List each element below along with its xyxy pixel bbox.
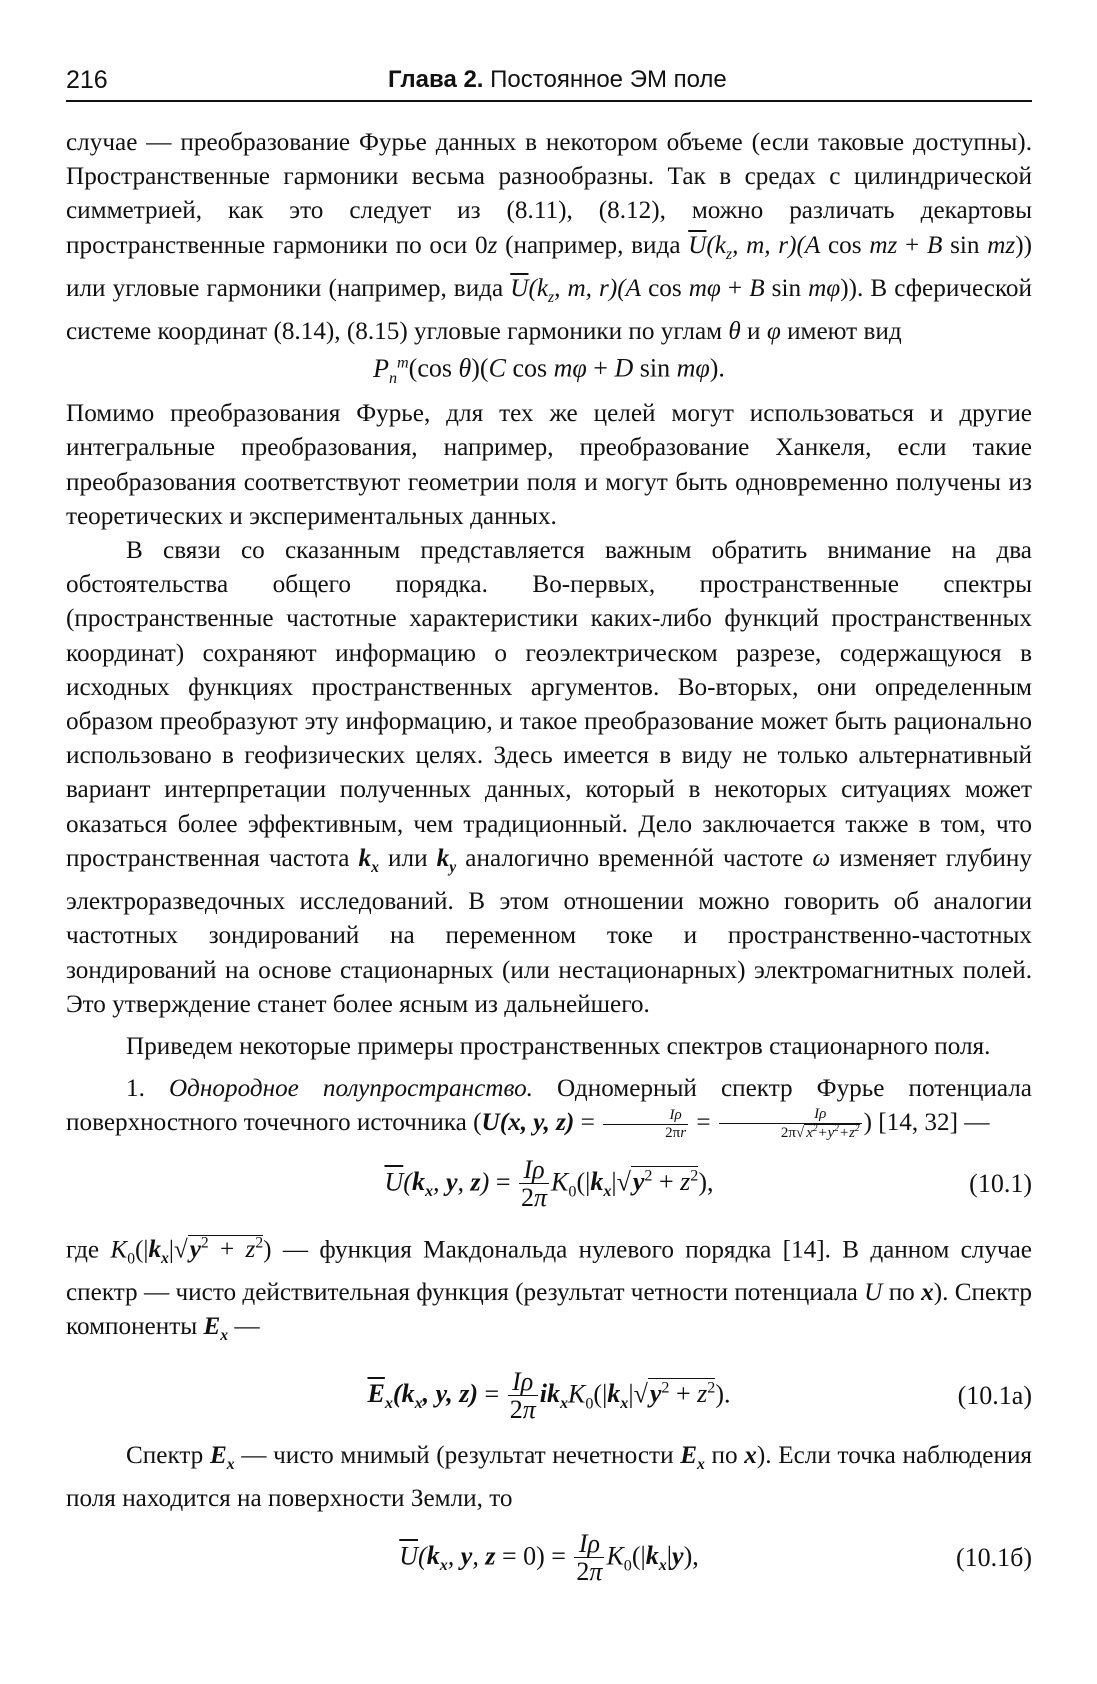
chapter-title: Постоянное ЭМ поле <box>490 66 727 93</box>
formula-10-1: $\overline{U}(k_x$, y, z) = $\frac{I\rho}{2\pi}$ $K_0(|k_x|√y^2 + z^2)$, (10.1) <box>384 1154 1032 1212</box>
paragraph-2: Помимо преобразования Фурье, для тех же целей могут использоваться и другие интегральные преобразования, например, преобразование Ханкеля, если такие преобразования соответствуют геометрии поля и могут быть одновременно получены из теоретических и экспериментальных данных. <box>66 400 1032 530</box>
chapter-label: Глава 2. <box>388 66 484 93</box>
formula-spherical: $P_n^m(\cos$ θ)(C cos mφ + D sin mφ). <box>373 353 725 388</box>
paragraph-4: Приведем некоторые примеры пространственных спектров стационарного поля. <box>126 1032 991 1060</box>
formula-10-1a: $\overline{E}_x(k_x$, y, z) = $\frac{I\rho}{2\pi}$ $ik_xK_0(|k_x|√y^2 + z^2)$. (10.1a) <box>367 1366 1032 1424</box>
paragraph-7: Спектр $E_x$ — чисто мнимый (результат нечетности $E_x$ по x). Если точка наблюдения поля находится на поверхности Земли, то <box>66 1441 1033 1512</box>
equation-number-10-1b: (10.1б) <box>955 1543 1032 1573</box>
page-body <box>66 126 1032 1587</box>
paragraph-1: случае — преобразование Фурье данных в некотором объеме (если таковые доступны). Пространственные гармоники весьма разнообразны. Так в средах с цилиндрической симметрией, как это следует из (8.11), (8.12), можно различать декартовы пространственные гармоники по оси 0z (например, вида $\overline{U}(k_z$, m, r)(A cos mz + B sin mz)) или угловые гармоники (например, вида $\overline{U}(k_z$, m, r)(A cos mφ + B sin mφ)). В сферической системе координат (8.14), (8.15) угловые гармоники по углам θ и φ имеют вид <box>66 129 1032 346</box>
page-number: 216 <box>66 66 108 94</box>
equation-number-10-1a: (10.1a) <box>957 1381 1032 1411</box>
equation-number-10-1: (10.1) <box>969 1169 1032 1199</box>
paragraph-3: В связи со сказанным представляется важным обратить внимание на два обстоятельства общего порядка. Во-первых, пространственные спектры (пространственные частотные характеристики каких-либо функций пространственных координат) сохраняют информацию о геоэлектрическом разрезе, содержащуюся в исходных функциях пространственных аргументов. Во-вторых, они определенным образом преобразуют эту информацию, и такое преобразование может быть рационально использовано в геофизических целях. Здесь имеется в виду не только альтернативный вариант интерпретации полученных данных, который в некоторых ситуациях может оказаться более эффективным, чем традиционный. Дело заключается также в том, что пространственная частота $k_x$ или $k_y$ аналогично временнóй частоте ω изменяет глубину электроразведочных исследований. В этом отношении можно говорить об аналогии частотных зондирований на переменном токе и пространственно-частотных зондирований на основе стационарных (или нестационарных) электромагнитных полей. Это утверждение станет более ясным из дальнейшего. <box>66 537 1032 1018</box>
running-head <box>388 66 727 94</box>
paragraph-6: где $K_0(|k_x|√y^2 + z^2)$ — функция Макдональда нулевого порядка [14]. В данном случае спектр — чисто действительная функция (результат четности потенциала U по x). Спектр компоненты $E_x$ — <box>66 1234 1032 1345</box>
formula-10-1b: $\overline{U}(k_x$, y, z = 0) = $\frac{I\rho}{2\pi}$ $K_0(|k_x|y)$, (10.1б) <box>399 1528 1032 1587</box>
running-header <box>66 60 1032 102</box>
paragraph-5: 1. Однородное полупространство. Одномерный спектр Фурье потенциала поверхностного точечного источника (U(x, y, z) = $\frac{I\rho}{2\pi r}$ = $\frac{I\rho}{2\pi√ x^2+y^2+z^2}$ ) [14, 32] — <box>66 1075 1032 1142</box>
